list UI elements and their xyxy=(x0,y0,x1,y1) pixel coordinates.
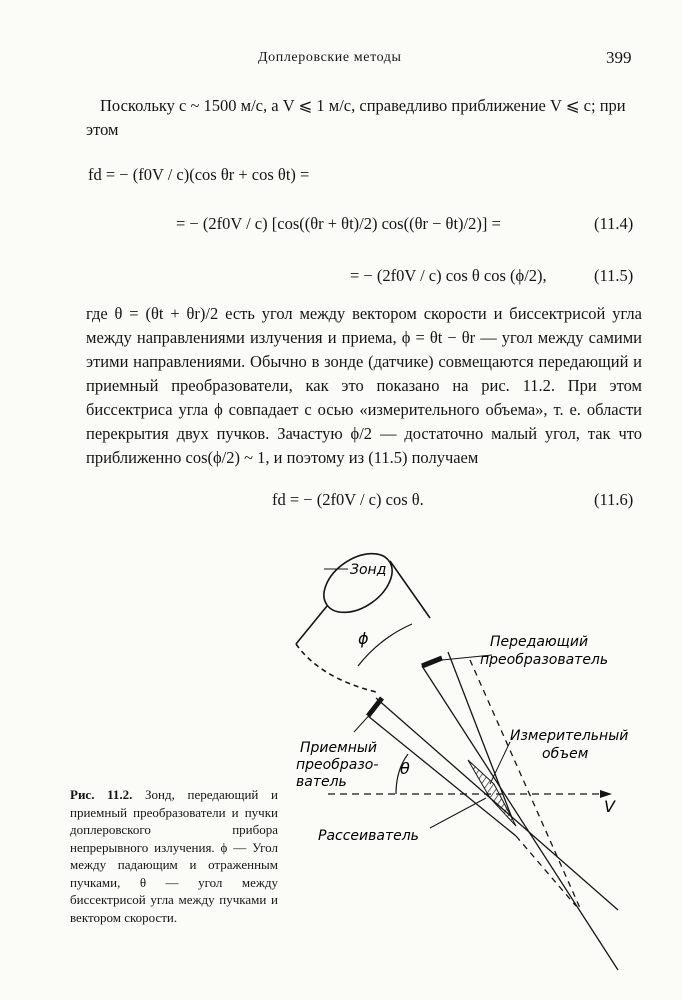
doppler-probe-figure xyxy=(280,548,660,978)
equation-4-number: (11.6) xyxy=(594,490,634,509)
equation-3: = − (2f0V / c) cos θ cos (ϕ/2), xyxy=(350,266,547,285)
equation-3-number: (11.5) xyxy=(594,266,634,285)
label-receiver-line1: Приемный xyxy=(300,740,377,756)
equation-1: fd = − (f0V / c)(cos θr + cos θt) = xyxy=(88,165,310,184)
paragraph-explanation: где θ = (θt + θr)/2 есть угол между вектором скорости и биссектрисой угла между направлениями излучения и приема, ϕ = θt − θr — угол между самими этими направлениями. Обычно в зонде (датчике) совмещаются передающий и приемный преобразователи, как это показано на рис. 11.2. При этом биссектриса угла ϕ совпадает с осью «измерительного объема», т. е. области перекрытия двух пучков. Зачастую ϕ/2 — достаточно малый угол, так что приближенно cos(ϕ/2) ~ 1, и поэтому из (11.5) получаем xyxy=(86,304,642,467)
page-number: 399 xyxy=(606,48,632,67)
label-receiver-line2: преобразо- xyxy=(296,757,379,773)
leader-lines xyxy=(324,569,510,828)
label-transmitter-line2: преобразователь xyxy=(480,652,609,668)
label-receiver-line3: ватель xyxy=(296,774,347,790)
figure-caption xyxy=(70,786,278,926)
paragraph-intro: Поскольку c ~ 1500 м/с, а V ⩽ 1 м/с, справедливо приближение V ⩽ c; при этом xyxy=(86,96,626,139)
label-velocity: V xyxy=(604,797,615,816)
transmitter-element xyxy=(422,658,442,666)
caption-text: Зонд, передающий и приемный преобразователи и пучки доплеровского прибора непрерывного излучения. ϕ — Угол между падающим и отраженным пучками, θ — угол между биссектрисой угла между пучками и вектором скорости. xyxy=(70,787,278,925)
equation-2-number: (11.4) xyxy=(594,214,634,233)
beams xyxy=(368,652,618,970)
equation-2: = − (2f0V / c) [cos((θr + θt)/2) cos((θr − θt)/2)] = xyxy=(176,214,501,233)
label-volume-line2: объем xyxy=(542,746,589,762)
label-scatterer: Рассеиватель xyxy=(318,828,419,844)
equation-4: fd = − (2f0V / c) cos θ. xyxy=(272,490,424,509)
label-phi: ϕ xyxy=(358,629,369,648)
label-theta: θ xyxy=(400,759,410,778)
label-probe: Зонд xyxy=(350,562,387,578)
running-header: Доплеровские методы xyxy=(258,50,402,65)
receiver-element xyxy=(368,698,382,716)
label-transmitter-line1: Передающий xyxy=(490,634,589,650)
caption-lead: Рис. 11.2. xyxy=(70,787,133,802)
label-volume-line1: Измерительный xyxy=(510,728,629,744)
